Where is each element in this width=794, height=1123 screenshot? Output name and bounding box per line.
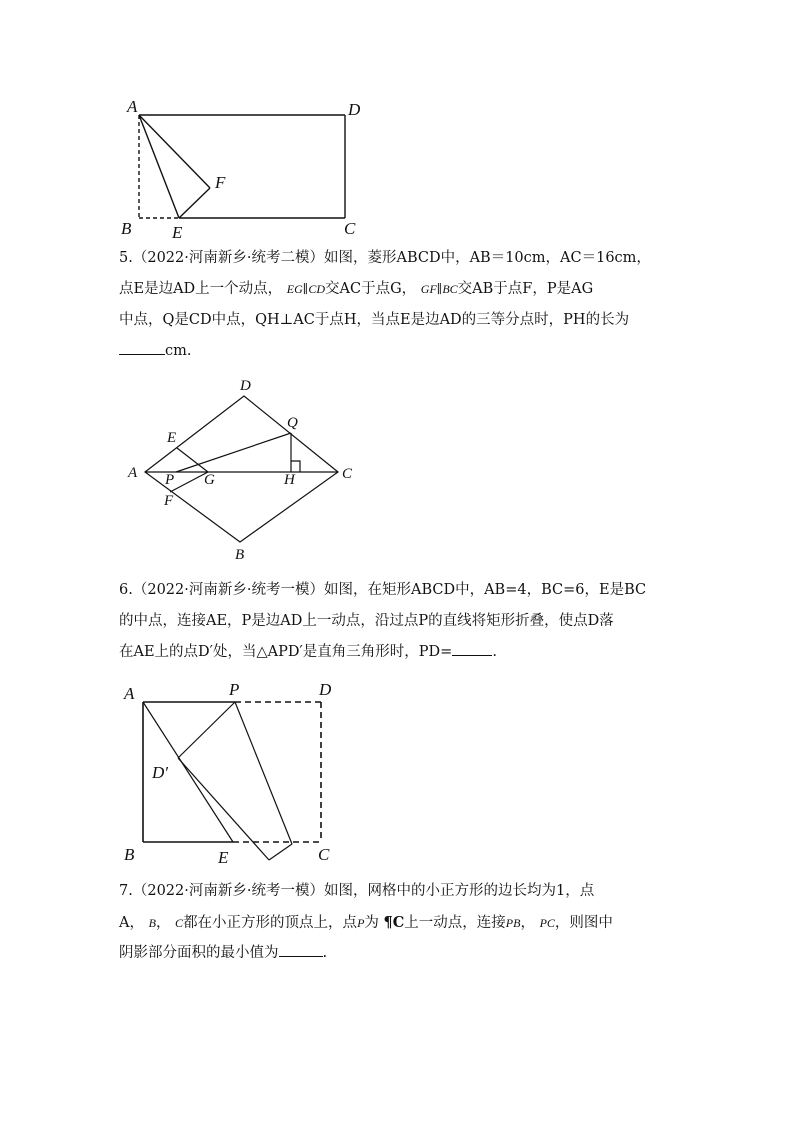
figure-rhombus <box>120 370 370 565</box>
problem-text: 阴影部分面积的最小值为 <box>119 945 279 961</box>
segment-ae <box>139 115 179 218</box>
problem-text: ，则图中 <box>554 915 613 931</box>
problem-6-line-3 <box>119 637 679 668</box>
problem-6 <box>119 575 679 668</box>
problem-text: 如图，在矩形ABCD中，AB=4，BC=6，E是BC <box>323 582 647 598</box>
problem-number: 5. <box>119 250 133 266</box>
math-expression: GF∥BC <box>420 282 458 296</box>
problem-number: 7. <box>119 883 133 899</box>
problem-text: 都在小正方形的顶点上，点 <box>183 915 358 931</box>
label-e: E <box>167 430 177 446</box>
label-c: C <box>344 219 356 238</box>
problem-5-line-2 <box>119 274 679 305</box>
right-angle-mark <box>291 461 300 472</box>
problem-number: 6. <box>119 582 133 598</box>
problem-7-line-3 <box>119 938 679 969</box>
answer-blank[interactable] <box>279 938 323 957</box>
label-e: E <box>172 223 183 242</box>
problem-source: （2022·河南新乡·统考一模） <box>132 883 324 899</box>
math-expression: EG∥CD <box>286 282 326 296</box>
segment-pc: PC <box>539 916 555 930</box>
segment-af <box>139 115 210 188</box>
segment-pq <box>176 433 291 472</box>
segment-p-dprime <box>178 702 235 758</box>
label-c: C <box>318 845 330 864</box>
problem-source: （2022·河南新乡·统考二模） <box>132 250 324 266</box>
segment-dprime-folded <box>178 758 269 860</box>
label-f: F <box>164 493 174 509</box>
problem-7-line-2: A， B， C都在小正方形的顶点上，点P为 ¶C上一动点，连接PB， PC，则图中 <box>119 914 613 931</box>
segment-folded-corner <box>269 844 292 860</box>
label-g: G <box>204 472 215 488</box>
problem-6-line-2 <box>119 606 679 637</box>
point-a: A <box>119 915 130 931</box>
label-f: F <box>215 173 226 192</box>
segment-fold-line <box>235 702 292 844</box>
figure-rectangle-fold-2 <box>118 675 348 870</box>
problem-text: 中点，Q是CD中点，QH⊥AC于点H，当点E是边AD的三等分点时，PH的长为 <box>119 312 630 328</box>
label-b: B <box>121 219 132 238</box>
point-b: B <box>148 916 156 930</box>
problem-text: 点E是边AD上一个动点， <box>119 281 283 297</box>
segment-pb: PB <box>505 916 521 930</box>
problem-5-line-3 <box>119 305 679 336</box>
problem-7 <box>119 876 679 969</box>
label-d-prime: D′ <box>152 763 168 782</box>
label-d: D <box>319 680 332 699</box>
problem-text: . <box>322 945 328 961</box>
label-a: A <box>124 684 135 703</box>
problem-text: 交AB于点F，P是AG <box>457 281 594 297</box>
label-c: C <box>342 466 353 482</box>
problem-text: 在AE上的点D′处，当△APD′是直角三角形时，PD= <box>119 644 453 660</box>
problem-text: 的中点，连接AE，P是边AD上一动点，沿过点P的直线将矩形折叠，使点D落 <box>119 613 614 629</box>
problem-text: 如图，网格中的小正方形的边长均为1，点 <box>323 883 595 899</box>
segment-fe <box>179 188 210 218</box>
point-p: P <box>357 916 365 930</box>
problem-5-line-1 <box>119 243 679 274</box>
problem-source: （2022·河南新乡·统考一模） <box>132 582 324 598</box>
point-c: C <box>175 916 184 930</box>
label-h: H <box>284 472 295 488</box>
label-p: P <box>165 472 175 488</box>
answer-blank[interactable] <box>119 336 165 355</box>
problem-text: cm. <box>165 343 192 359</box>
label-b: B <box>235 547 245 563</box>
answer-blank[interactable] <box>452 637 492 656</box>
problem-text: 如图，菱形ABCD中，AB＝10cm，AC＝16cm， <box>323 250 651 266</box>
segment-gf <box>170 472 208 492</box>
label-b: B <box>124 845 135 864</box>
label-q: Q <box>287 415 298 431</box>
arc-symbol: ¶C <box>383 914 405 931</box>
label-e: E <box>218 848 229 867</box>
problem-text: 交AC于点G， <box>325 281 417 297</box>
label-d: D <box>240 378 251 394</box>
label-a: A <box>128 465 138 481</box>
figure-rectangle-fold <box>115 90 385 245</box>
segment-eg <box>177 448 208 472</box>
problem-text: 上一动点，连接 <box>404 915 506 931</box>
problem-6-line-1 <box>119 575 679 606</box>
label-p: P <box>229 680 240 699</box>
problem-7-line-1 <box>119 876 679 907</box>
problem-text: . <box>492 644 497 660</box>
problem-5 <box>119 243 679 367</box>
label-a: A <box>127 97 138 116</box>
label-d: D <box>348 100 361 119</box>
problem-5-line-4 <box>119 336 679 367</box>
rhombus-abcd <box>145 396 338 542</box>
problem-text: 为 <box>364 915 379 931</box>
